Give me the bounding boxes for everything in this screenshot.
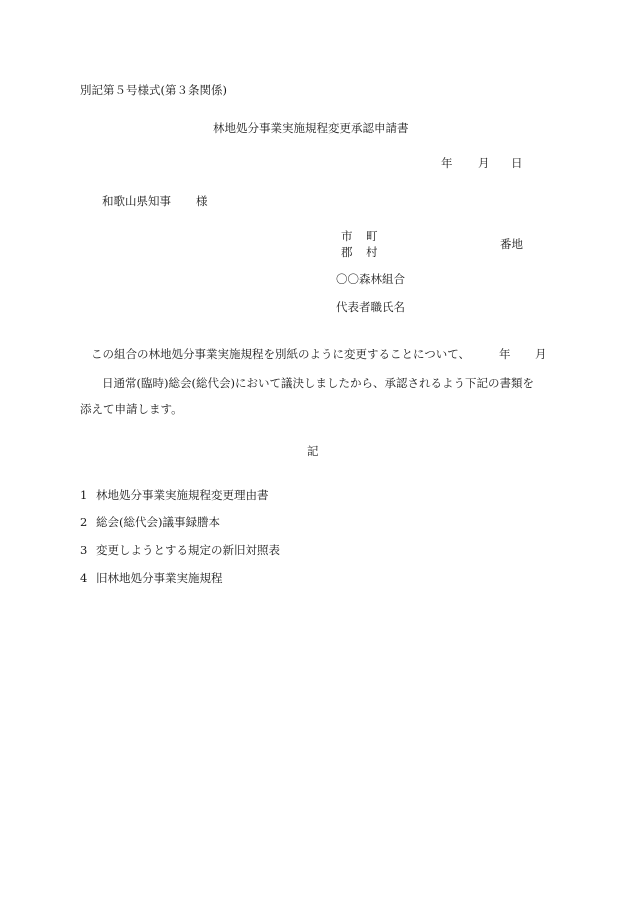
body-line-1-year: 年 [499, 347, 511, 361]
list-item-text: 旧林地処分事業実施規程 [96, 571, 223, 585]
list-item-text: 変更しようとする規定の新旧対照表 [96, 543, 280, 557]
ki-heading: 記 [307, 444, 319, 458]
addressee-honorific: 様 [196, 194, 208, 208]
list-item [80, 571, 223, 585]
date-year: 年 [441, 156, 453, 170]
applicant-association: 〇〇森林組合 [336, 272, 405, 286]
body-line-3: 添えて申請します。 [80, 402, 183, 416]
applicant-county: 郡 [341, 245, 353, 259]
document-title: 林地処分事業実施規程変更承認申請書 [213, 121, 409, 135]
date-month: 月 [478, 156, 490, 170]
list-item-text: 林地処分事業実施規程変更理由書 [96, 488, 269, 502]
body-line-1: この組合の林地処分事業実施規程を別紙のように変更することについて、 [91, 347, 471, 361]
list-item-number: 2 [80, 515, 88, 529]
body-line-1-month: 月 [535, 347, 547, 361]
list-item [80, 543, 280, 557]
list-item-number: 3 [80, 543, 88, 557]
applicant-village: 村 [366, 245, 378, 259]
applicant-banchi: 番地 [500, 237, 523, 251]
list-item-number: 4 [80, 571, 88, 585]
list-item [80, 488, 269, 502]
applicant-town: 町 [366, 229, 378, 243]
addressee-name: 和歌山県知事 [102, 194, 171, 208]
list-item-number: 1 [80, 488, 88, 502]
date-day: 日 [511, 156, 523, 170]
body-line-2: 日通常(臨時)総会(総代会)において議決しましたから、承認されるよう下記の書類を [102, 376, 534, 390]
applicant-city: 市 [341, 229, 353, 243]
list-item-text: 総会(総代会)議事録謄本 [96, 515, 220, 529]
applicant-representative: 代表者職氏名 [336, 300, 405, 314]
form-label: 別記第５号様式(第３条関係) [80, 83, 227, 97]
list-item [80, 515, 220, 529]
